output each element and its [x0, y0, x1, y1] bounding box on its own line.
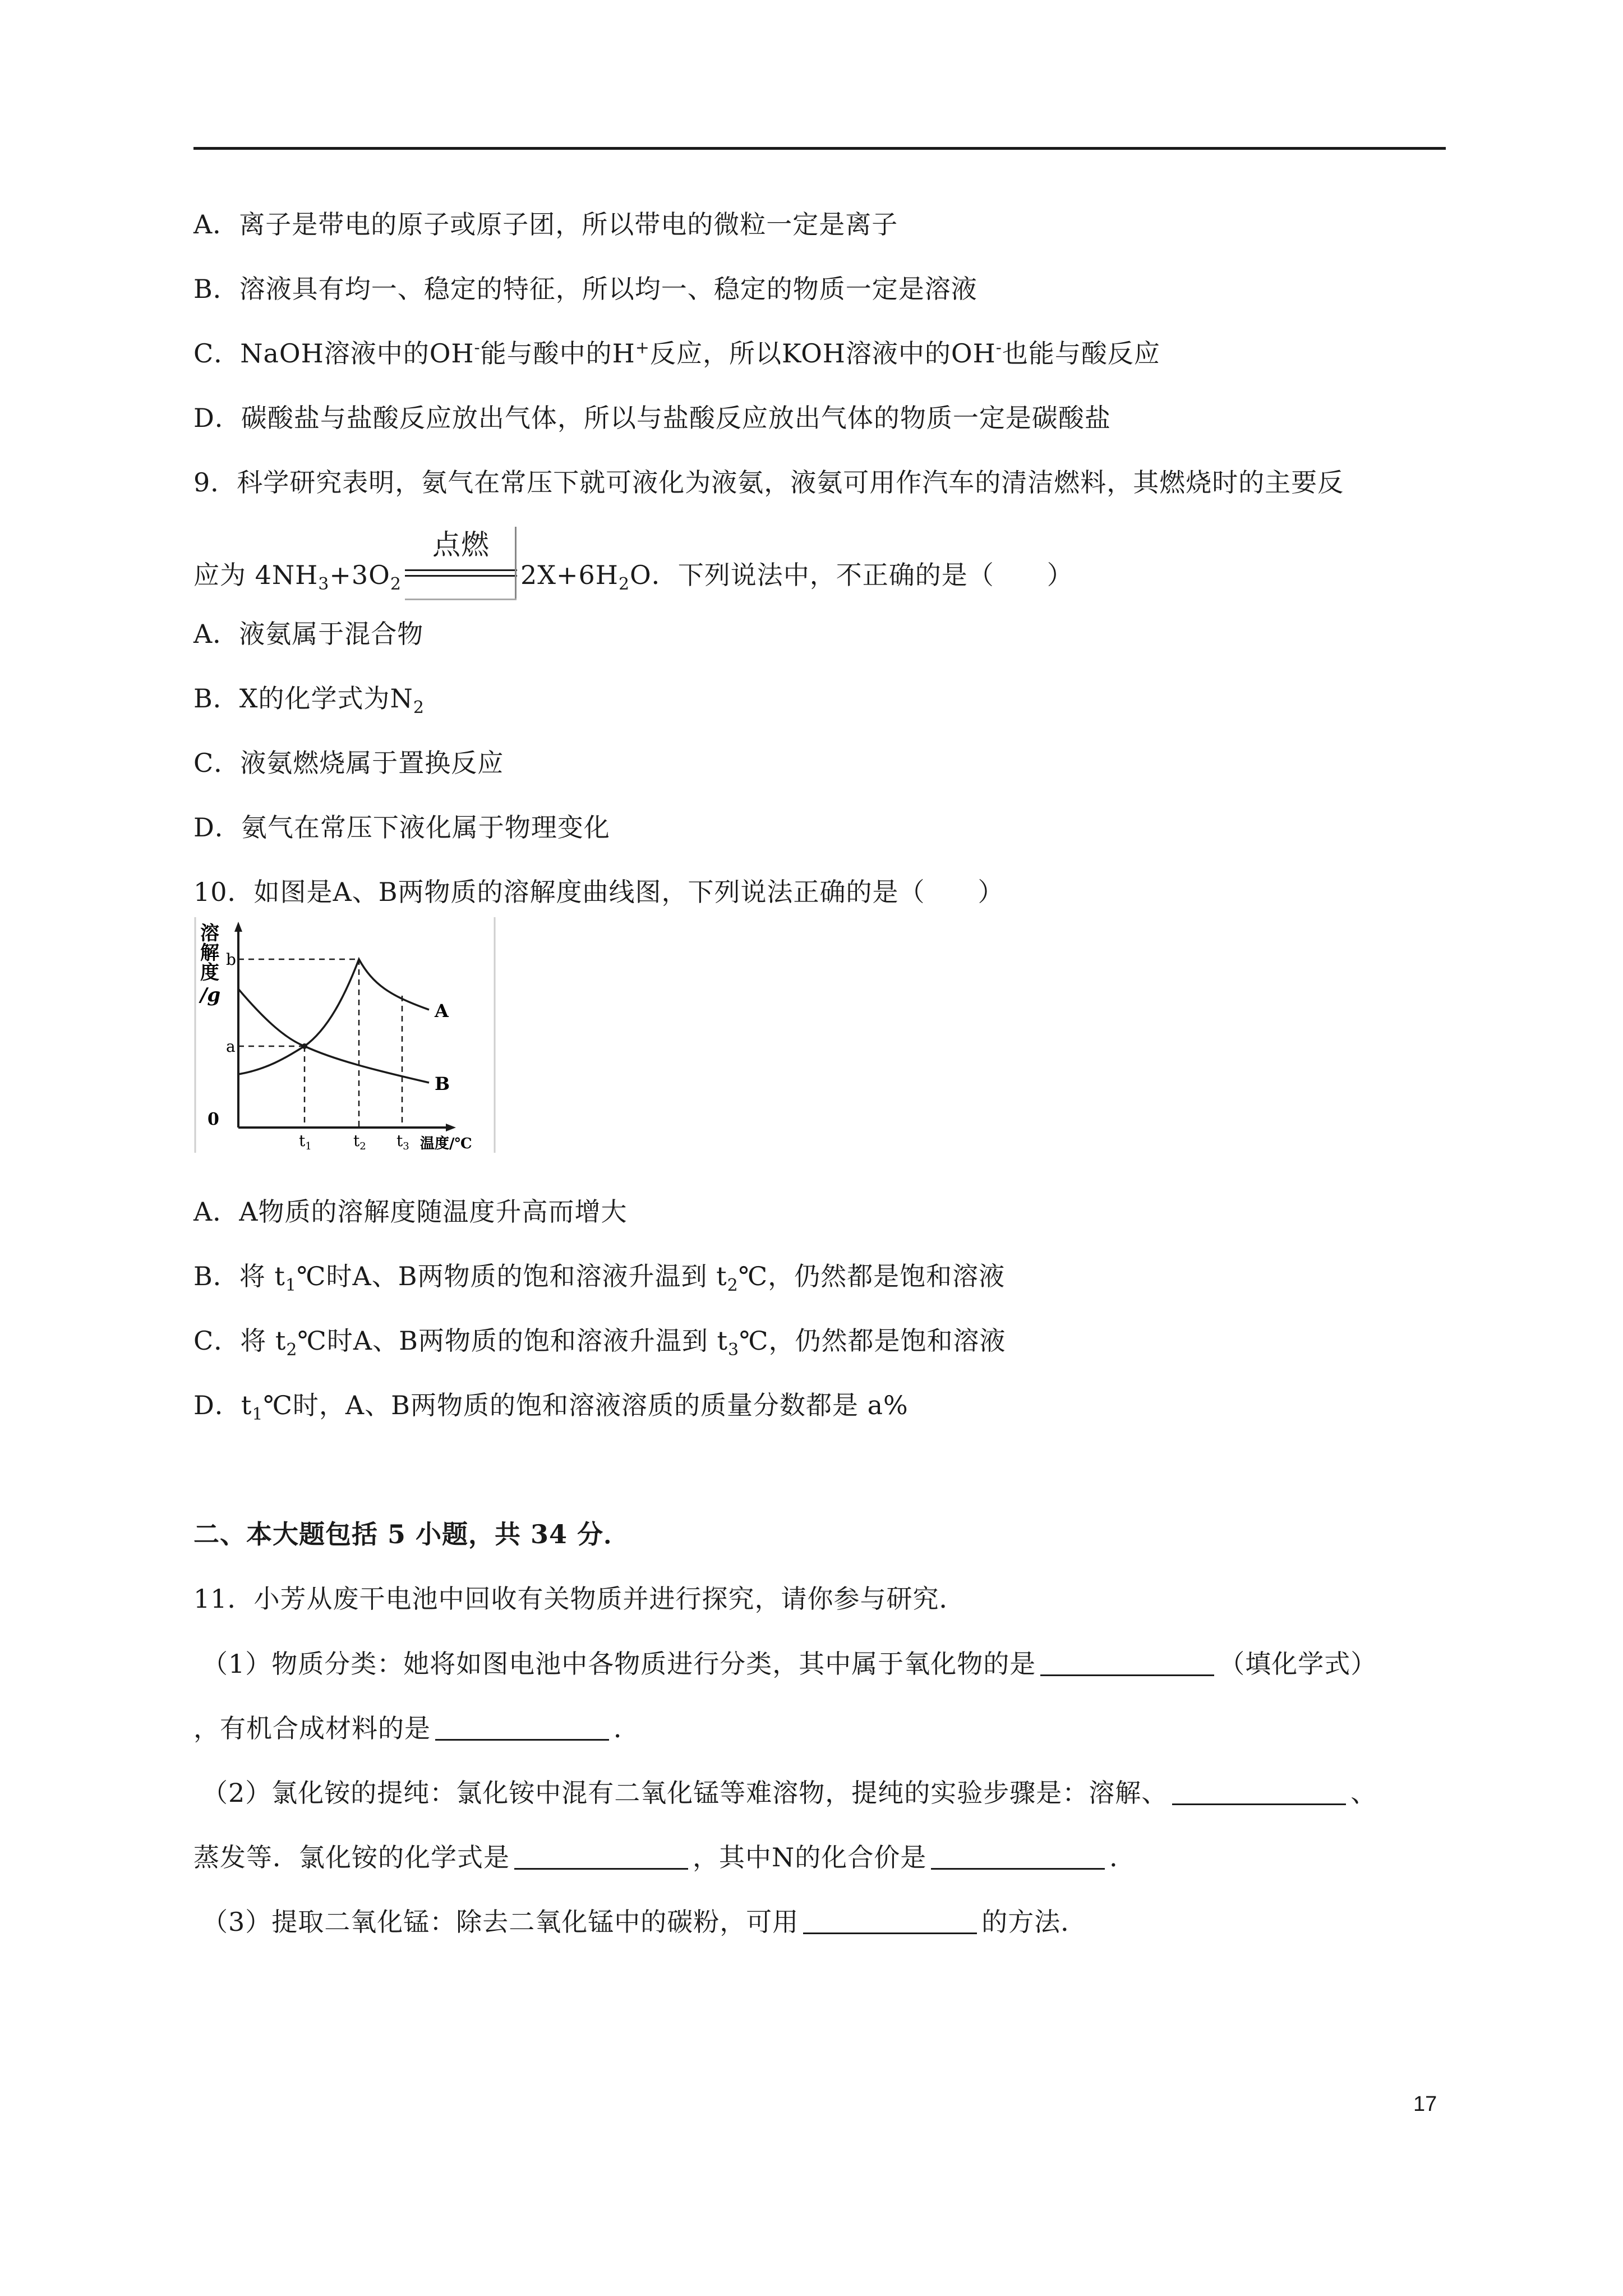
tick-t3: $t_3$: [396, 1131, 409, 1152]
q11-part3: （3）提取二氧化锰：除去二氧化锰中的碳粉，可用 的方法．: [202, 1904, 1087, 1939]
q10-option-a: A．A物质的溶解度随温度升高而增大: [193, 1197, 628, 1227]
answer-blank-synthetic-material[interactable]: [435, 1711, 609, 1741]
q10-stem: 10．如图是A、B两物质的溶解度曲线图，下列说法正确的是（ ）: [193, 877, 1004, 907]
q11-part2-line1: （2）氯化铵的提纯：氯化铵中混有二氧化锰等难溶物，提纯的实验步骤是：溶解、 、: [202, 1775, 1377, 1810]
tick-b: b: [226, 950, 236, 969]
answer-blank-valence[interactable]: [931, 1840, 1105, 1870]
tick-t2: $t_2$: [353, 1131, 366, 1152]
q9-option-a: A．液氨属于混合物: [193, 619, 424, 649]
y-label-1: 溶: [200, 922, 219, 945]
header-rule: [193, 147, 1446, 150]
tick-t1: $t_1$: [299, 1131, 312, 1152]
curve-a-label: A: [435, 1000, 449, 1022]
q9-stem-line2: 应为 $4NH_3+3O_2$ 点燃 $2X+6H_2O$．下列说法中，不正确的是（ ）: [193, 541, 1073, 592]
answer-blank-step[interactable]: [1172, 1775, 1346, 1805]
answer-blank-formula[interactable]: [514, 1840, 688, 1870]
y-label-3: 度: [200, 961, 219, 984]
y-label-2: 解: [200, 942, 219, 964]
answer-blank-method[interactable]: [803, 1904, 977, 1934]
y-label-4: /g: [200, 984, 221, 1006]
q8-option-d: D．碳酸盐与盐酸反应放出气体，所以与盐酸反应放出气体的物质一定是碳酸盐: [193, 403, 1111, 433]
q10-option-b: B．将 $t_1℃$时A、B两物质的饱和溶液升温到 $t_2℃$，仍然都是饱和溶液: [193, 1261, 1006, 1296]
q9-stem-line1: 9．科学研究表明，氨气在常压下就可液化为液氨，液氨可用作汽车的清洁燃料，其燃烧时的主要反: [193, 467, 1344, 498]
answer-blank-oxide[interactable]: [1040, 1646, 1214, 1676]
tick-a: a: [226, 1037, 236, 1056]
solubility-graph: [193, 917, 496, 1153]
q11-part1-line1: （1）物质分类：她将如图电池中各物质进行分类，其中属于氧化物的是 （填化学式）: [202, 1646, 1377, 1681]
q11-part2-line2: 蒸发等．氯化铵的化学式是 ，其中N的化合价是 ．: [193, 1840, 1136, 1874]
page-number: 17: [1413, 2092, 1437, 2116]
q9-option-c: C．液氨燃烧属于置换反应: [193, 748, 504, 778]
q11-part1-line2: ，有机合成材料的是 ．: [193, 1711, 640, 1745]
x-axis-label: 温度/℃: [420, 1135, 472, 1152]
curve-b-line: [238, 989, 429, 1083]
q11-stem: 11．小芳从废干电池中回收有关物质并进行探究，请你参与研究．: [193, 1584, 966, 1614]
q9-option-d: D．氨气在常压下液化属于物理变化: [193, 812, 610, 843]
q8-option-c: C．NaOH溶液中的OH-能与酸中的H+反应，所以KOH溶液中的OH-也能与酸反应: [193, 338, 1160, 369]
reaction-condition: 点燃: [405, 541, 517, 592]
curve-b-label: B: [435, 1073, 450, 1094]
q10-option-c: C．将 $t_2℃$时A、B两物质的饱和溶液升温到 $t_3℃$，仍然都是饱和溶液: [193, 1326, 1006, 1360]
q9-option-b: B．X的化学式为$N_2$: [193, 683, 425, 718]
q8-option-b: B．溶液具有均一、稳定的特征，所以均一、稳定的物质一定是溶液: [193, 274, 978, 304]
section-2-heading: 二、本大题包括 5 小题，共 34 分．: [193, 1519, 630, 1549]
origin-label: 0: [208, 1110, 219, 1129]
q8-option-a: A．离子是带电的原子或原子团，所以带电的微粒一定是离子: [193, 209, 898, 240]
q10-option-d: D．$t_1℃$时，A、B两物质的饱和溶液溶质的质量分数都是 a%: [193, 1390, 909, 1425]
